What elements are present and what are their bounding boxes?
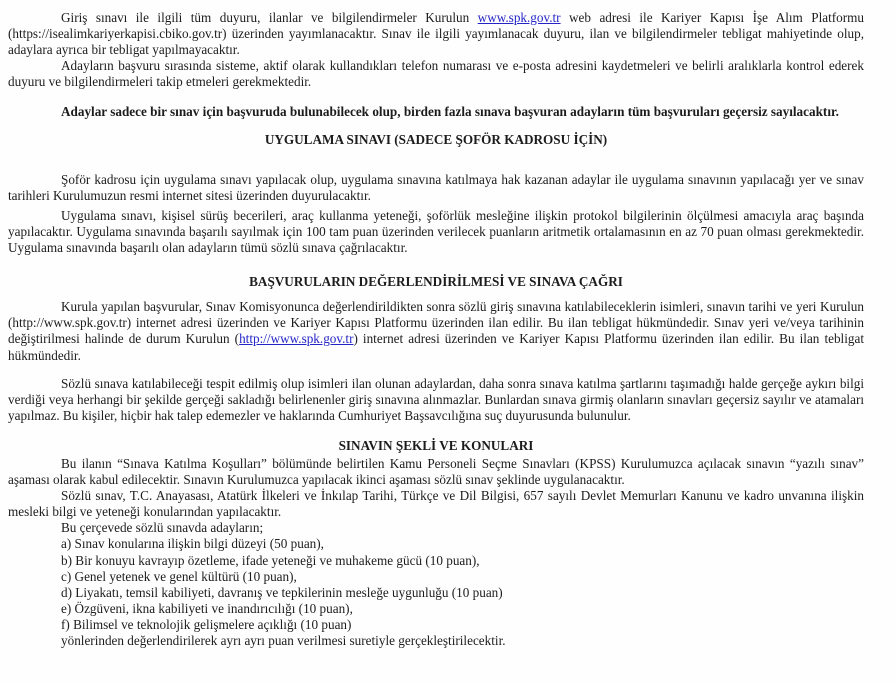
heading-uygulama-sinavi: UYGULAMA SINAVI (SADECE ŞOFÖR KADROSU İÇİN) <box>264 131 608 147</box>
paragraph-sonuc: yönlerinden değerlendirilerek ayrı ayrı puan verilmesi suretiyle gerçekleştirilecektir. <box>61 633 506 648</box>
heading-sinav-sekli: SINAVIN ŞEKLİ VE KONULARI <box>338 437 534 453</box>
paragraph-cerceve-intro: Bu çerçevede sözlü sınavda adayların; <box>61 520 264 536</box>
spk-website-link-2[interactable]: http://www.spk.gov.tr <box>239 331 354 347</box>
paragraph-gercege-aykiri: Sözlü sınava katılabileceği tespit edilmiş olup isimleri ilan olunan adaylardan, daha sonra sınava katılma şartlarını taşımadığı halde gerçeğe aykırı bilgi verdiği veya herhangi bir şekilde gerçeği sakladığı belirlenenler giriş sınavına alınmazlar. Bunlardan sınava girmiş olanların sınavları geçersiz sayılır ve atamaları yapılmaz. Bu kişiler, hiçbir hak talep edemezler ve haklarında Cumhuriyet Başsavcılığına suç duyurusunda bulunulur. <box>8 375 864 423</box>
paragraph-kpss: Bu ilanın “Sınava Katılma Koşulları” bölümünde belirtilen Kamu Personeli Seçme Sınavları (KPSS) Kurulumuzca açılacak sınavın “yazılı sınav” aşaması olarak kabul edilecektir. Sınavın Kurulumuzca yapılacak ikinci aşaması sözlü sınav şeklinde uygulanacaktır. <box>8 455 864 488</box>
criteria-item-b: b) Bir konuyu kavrayıp özetleme, ifade yeteneği ve muhakeme gücü (10 puan), <box>61 552 480 568</box>
paragraph-uygulama-detay: Uygulama sınavı, kişisel sürüş becerileri, araç kullanma yeteneği, şoförlük mesleğine ilişkin protokol bilgilerinin ölçülmesi amacıyla araç başında yapılacaktır. Uygulama sınavında başarılı sayılmak için 100 tam puan üzerinden verilecek puanların aritmetik ortalamasının en az 70 puan olması gerekmektedir. Uygulama sınavında başarılı olan adayların tümü sözlü sınava çağrılacaktır. <box>8 207 864 256</box>
paragraph-sozlu-konular: Sözlü sınav, T.C. Anayasası, Atatürk İlkeleri ve İnkılap Tarihi, Türkçe ve Dil Bilgisi, 657 sayılı Devlet Memurları Kanunu ve kadro unvanına ilişkin mesleki bilgi ve yeteneği konularından yapılacaktır. <box>8 488 864 520</box>
criteria-item-a: a) Sınav konularına ilişkin bilgi düzeyi (50 puan), <box>61 536 324 552</box>
paragraph-single-application-warning: Adaylar sadece bir sınav için başvuruda bulunabilecek olup, birden fazla sınava başvuran adayların tüm başvuruları geçersiz sayılacaktır. <box>61 104 839 120</box>
criteria-item-c: c) Genel yetenek ve genel kültürü (10 puan), <box>61 568 297 584</box>
paragraph-contact-info: Adayların başvuru sırasında sisteme, aktif olarak kullandıkları telefon numarası ve e-posta adresini kaydetmeleri ve belirli aralıklarla kontrol ederek duyuru ve bilgilendirmeleri takip etmeleri gerekmektedir. <box>8 58 864 90</box>
criteria-item-f: f) Bilimsel ve teknolojik gelişmelere açıklığı (10 puan) <box>61 616 352 632</box>
paragraph-text: ) internet adresi üzerinden ve Kariyer Kapısı Platformu üzerinden ilan edilir. Bu ilan tebligat hükmündedir. <box>8 331 864 363</box>
paragraph-text: web adresi ile Kariyer Kapısı İşe Alım Platformu (https://isealimkariyerkapisi.cbiko.gov.tr) üzerinden yayımlanacaktır. Sınav ile ilgili yayımlanacak duyuru, ilan ve bilgilendirmeler tebligat mahiyetinde olup, adaylara ayrıca bir tebligat yapılmayacaktır. <box>8 10 865 58</box>
paragraph-degerlendirme <box>8 299 864 363</box>
paragraph-text: Giriş sınavı ile ilgili tüm duyuru, ilanlar ve bilgilendirmeler Kurulun <box>61 10 478 25</box>
paragraph-text: Kurula yapılan başvurular, Sınav Komisyonunca değerlendirildikten sonra sözlü giriş sınavına katılabileceklerin isimleri, sınavın tarihi ve yeri Kurulun (http://www.spk.gov.tr) internet adresi üzerinden ve Kariyer Kapısı Platformu üzerinden ilan edilir. Bu ilan tebligat hükmündedir. Sınav yeri ve/veya tarihinin değiştirilmesi halinde de durum Kurulun ( <box>8 299 864 347</box>
criteria-item-d: d) Liyakatı, temsil kabiliyeti, davranış ve tepkilerinin mesleğe uygunluğu (10 puan) <box>61 584 503 600</box>
criteria-item-e: e) Özgüveni, ikna kabiliyeti ve inandırıcılığı (10 puan), <box>61 600 353 616</box>
spk-website-link[interactable]: www.spk.gov.tr <box>477 10 561 25</box>
paragraph-announcements <box>8 10 864 58</box>
heading-basvuru-degerlendirme: BAŞVURULARIN DEĞERLENDİRİLMESİ VE SINAVA ÇAĞRI <box>249 274 623 290</box>
paragraph-sofor-kadrosu: Şoför kadrosu için uygulama sınavı yapılacak olup, uygulama sınavına katılmaya hak kazanan adaylar ile uygulama sınavının yapılacağı yer ve sınav tarihleri Kurulumuzun resmi internet sitesi üzerinden duyurulacaktır. <box>8 171 864 203</box>
